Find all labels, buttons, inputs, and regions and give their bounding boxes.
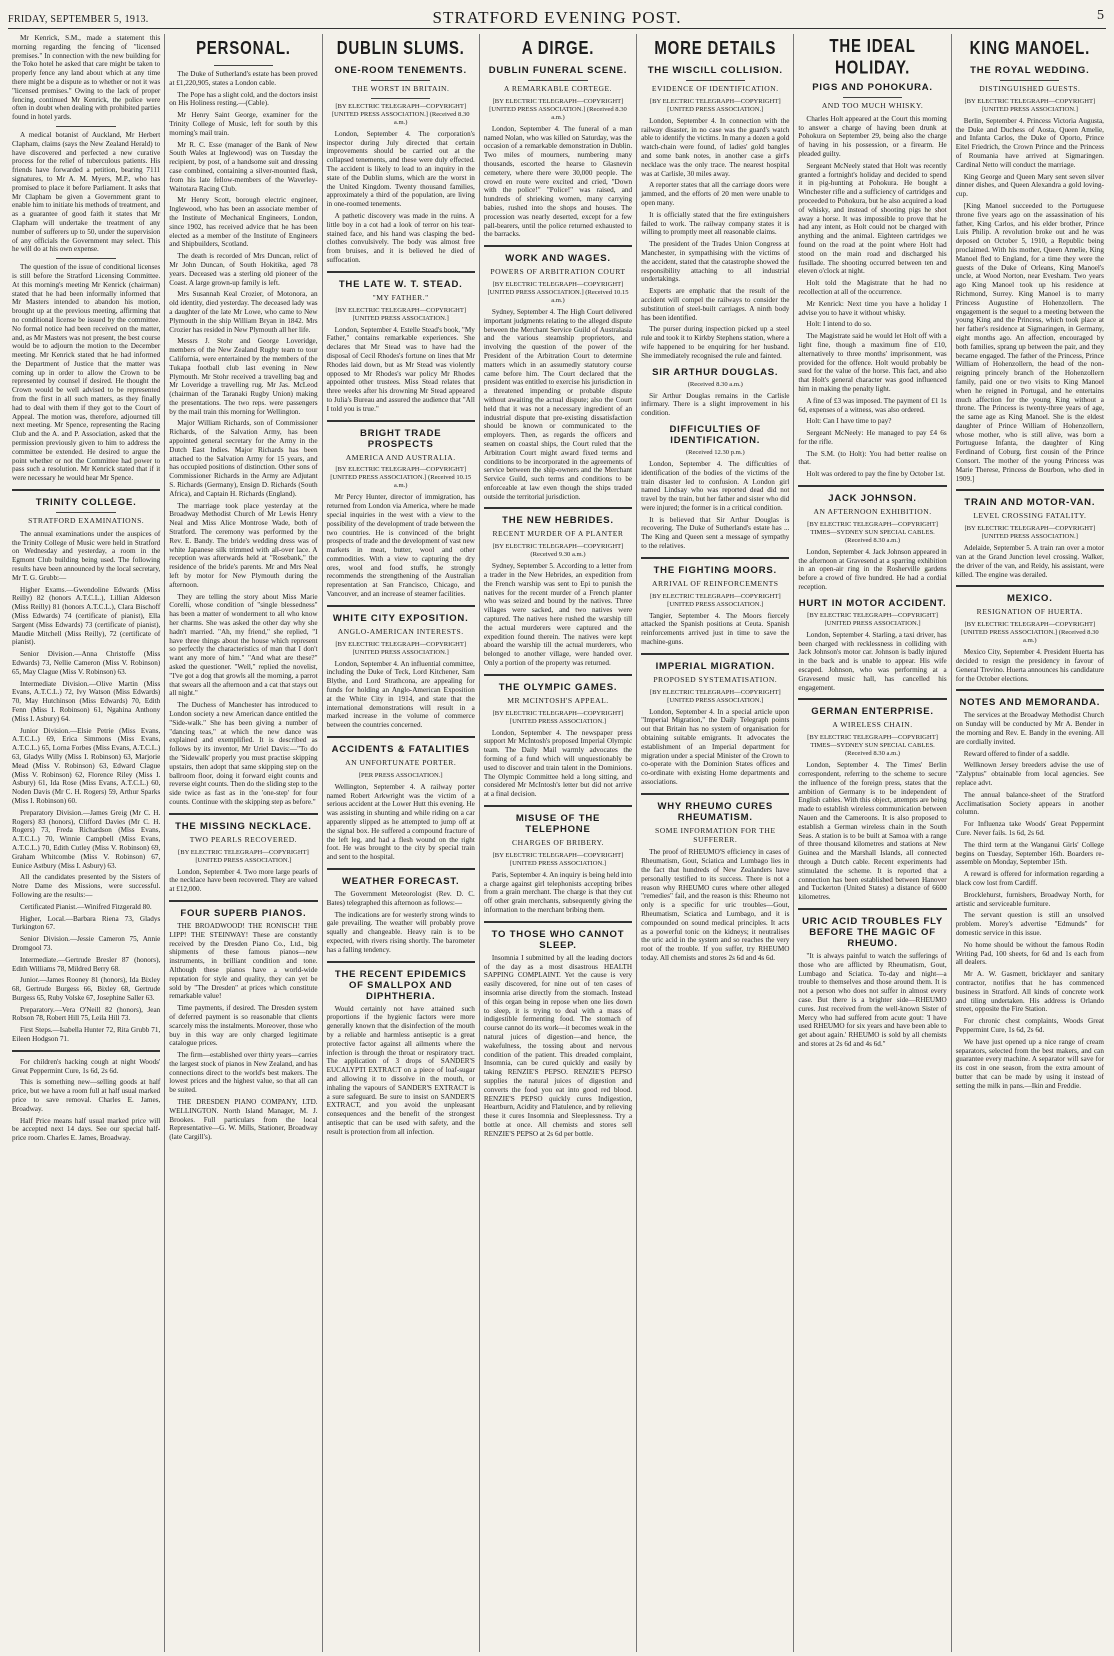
headline-work-and-wages: WORK AND WAGES.: [505, 253, 611, 265]
headline-uric-acid: URIC ACID TROUBLES FLY BEFORE THE MAGIC OF RHEUMO.: [802, 915, 944, 949]
headline-trade-prospects: BRIGHT TRADE PROSPECTS: [360, 427, 442, 450]
advertisement: This is something new—selling goods at half price, but we have a room full at half usual marked price to save removal. Charles E. James, Broadway.: [12, 1078, 161, 1113]
divider: [641, 653, 789, 655]
article-paragraph: Junior.—James Rooney 81 (honors), Ida Bixley 68, Gertrude Burgess 66, Bixley 68, Gertrude Burgess 65, Ruby Volske 67, Josephine Saller 63.: [12, 976, 161, 1002]
divider: [169, 900, 317, 902]
article-paragraph: Messrs J. Stohr and George Loveridge, members of the New Zealand Rugby team to tour California, were entertained by the members of the Tukapa football club last evening in New Plymouth. Mr Stohr received a travelling bag and Mr Loveridge a travelling rug. Mr Jas. McLeod (chairman of the Taranaki Rugby Union) making the presentations. The two reps. were passengers by the mail train this morning for Wellington.: [169, 337, 318, 416]
subhead: A REMARKABLE CORTEGE.: [503, 84, 613, 93]
article-paragraph: Tangier, September 4. The Moors fiercely attacked the Spanish positions at Ceuta. Spanish reinforcements arrived just in time to save the machine-guns.: [641, 611, 790, 647]
subheadline: THE ROYAL WEDDING.: [970, 65, 1090, 76]
advertisement: The proof of RHEUMO'S efficiency in cases of Rheumatism, Gout, Sciatica and Lumbago lies in the fact that hundreds of New Zealanders have personally testified to its success. There is not a reason why RHEUMO cures where other alleged "remedies" fail, and the reason is this: Rheumo not only is a specific for uric troubles—Gout, Rheumatism, Sciatica and Lumbago, and it is compounded on sound medical principles. It acts as a powerful tonic on the kidneys; it neutralises the uric acid in the system and so reaches the very root of the trouble. If you suffer, try RHEUMO today. All chemists and stores 2s 6d and 4s 6d.: [641, 848, 790, 962]
headline-train-motor-van: TRAIN AND MOTOR-VAN.: [964, 497, 1096, 509]
divider: [798, 485, 946, 487]
headline-mexico: MEXICO.: [1006, 593, 1053, 605]
article-paragraph: London, September 4. In connection with the railway disaster, in no case was the guard's watch able to identify the victims. In many a dozen a gold watch-chain were found, of ladies' gold bangles and some bank notes, in another case a girl's necklace was the only trace. The nearest hospital was at Carlisle, 30 miles away.: [641, 116, 790, 178]
divider: [169, 813, 317, 815]
wire-credit: [PER PRESS ASSOCIATION.]: [358, 771, 443, 779]
article-paragraph: A reward is offered for information regarding a black cow lost from Cardiff.: [955, 870, 1104, 887]
article-paragraph: Certificated Pianist.—Winifred Fitzgerald 80.: [20, 902, 152, 911]
wire-credit: [BY ELECTRIC TELEGRAPH—COPYRIGHT] [UNITED PRESS ASSOCIATION.] (Received 8.30 a.m.): [960, 621, 1099, 645]
article-paragraph: The Pope has a slight cold, and the doctors insist on His Holiness resting.—(Cable).: [169, 90, 318, 108]
divider: [327, 605, 475, 607]
divider: [56, 258, 115, 259]
headline-sir-arthur-douglas: SIR ARTHUR DOUGLAS.: [652, 366, 779, 378]
headline-misuse-of-telephone: MISUSE OF THE TELEPHONE: [515, 813, 601, 836]
article-paragraph: The Duke of Sutherland's estate has been proved at £1,220,905, states a London cable.: [169, 70, 318, 87]
article-paragraph: A reporter states that all the carriage doors were jammed, and the efforts of 20 men were unable to open many.: [641, 181, 790, 207]
columns: [8, 34, 1108, 1652]
wire-credit: [BY ELECTRIC TELEGRAPH—COPYRIGHT] TIMES—SYDNEY SUN SPECIAL CABLES. (Received 8.30 a.m.): [807, 520, 938, 544]
article-paragraph: Charles Holt appeared at the Court this morning to answer a charge of having been drunk at Pohokura on September 29, being also the charge of having in his possession, or a firearm. He pleaded guilty.: [798, 114, 947, 158]
article-paragraph: Junior Division.—Elsie Petrie (Miss Evans, A.T.C.L.) 69, Erica Simmons (Miss Evans, A.T.C.L.) 65, Lorna Forbes (Miss Evans, A.T.C.L.) 63, Gladys Willy (Miss I. Robinson) 63, Marjorie Mead (Miss V. Robinson) 63, Edward Clague (Miss V. Robinson) 62, Florence Riley (Miss I. Asbury) 61, Ida Rose (Miss Evans, A.T.C.L.) 60, Noden Davis (Mr C. H. Rogers) 59, Arthur Sparks (Miss I. Robinson) 60.: [12, 726, 161, 805]
divider: [327, 420, 475, 422]
subhead: STRATFORD EXAMINATIONS.: [28, 516, 145, 526]
issue-date: FRIDAY, SEPTEMBER 5, 1913.: [8, 14, 149, 25]
article-paragraph: A pathetic discovery was made in the ruins. A little boy in a cot had a look of terror on his tear-stained face, and his hand was clasping the bed-clothes convulsively. The body was almost free from bruises, and it is believed he died of suffocation.: [326, 211, 475, 264]
subhead: RECENT MURDER OF A PLANTER: [492, 529, 624, 539]
article-paragraph: London, September 4. The newspaper press support Mr McIntosh's proposed Imperial Olympic team. The Daily Mail warmly advocates the forming of a fund which will unquestionably be used to discover and train talent in the Dominions. The Olympic Committee held a long sitting, and considered Mr McIntosh's letter but did not arrive at a final decision.: [483, 728, 633, 799]
divider: [956, 689, 1104, 691]
article-paragraph: Preparatory Division.—James Greig (Mr C. H. Rogers) 83 (honors), Clifford Davies (Mr C. H. Rogers) 73, Freda Richardson (Miss Evans, A.T.C.L.) 70, Winnie Campbell (Miss Evans, A.T.C.L.) 70, Edith Cutley (Miss V. Robinson) 69, Graham Whitcombe (Miss V. Robinson) 67, Eunice Astbury (Miss I. Asbury) 63.: [12, 808, 161, 870]
headline-king-manoel: KING MANOEL.: [969, 37, 1091, 60]
subhead: AMERICA AND AUSTRALIA.: [345, 452, 456, 462]
headline-a-dirge: A DIRGE.: [521, 37, 595, 60]
article-paragraph: The Magistrate said he would let Holt off with a light fine, though a maximum fine of £10, alternatively to three months' imprisonment, was provided for the offence. Holt would probably be sued for the value of the horse. This fact, and also that Holt's general character was good influenced him in making the penalty light.: [798, 332, 947, 393]
article-paragraph: The president of the Trades Union Congress at Manchester, in sympathising with the victims of the accident, stated that the catastrophe showed the responsibility attaching to all industrial undertakings.: [641, 240, 790, 284]
divider: [484, 674, 632, 676]
article-paragraph: The servant question is still an unsolved problem. Morey's advertise "Edmunds" for domestic service in this issue.: [955, 911, 1104, 937]
headline-ideal-holiday: THE IDEAL HOLIDAY.: [829, 35, 916, 79]
article-paragraph: Major William Richards, son of Commissioner Richards, of the Salvation Army, has been appointed general secretary for the Army in the Dutch East Indies. Major Richards has been attached to the Salvation Army for 15 years, and has occupied positions of distinction. Other sons of Commissioner Richards in the Army are Adjutant S. Richards (Germany), Ensign D. Richards (South Africa), and Captain H. Richards (England).: [169, 419, 318, 498]
headline-weather-forecast: WEATHER FORECAST.: [342, 876, 460, 888]
advertisement: The firm—established over thirty years—carries the largest stock of pianos in New Zealand, and has connections direct to the world's best makers. The lowest prices and the highest value, so that all can be suited.: [169, 1051, 318, 1095]
article-paragraph: Wellington, September 4. A railway porter named Robert Arkwright was the victim of a serious accident at the Lower Hutt this evening. He was assisting in shunting and while riding on a car apparently slipped as he attempted to jump off at the signal box. He suffered a compound fracture of the left leg, and had a flesh wound on the right foot. He was brought to the city by special train and sent to the hospital.: [326, 782, 475, 862]
divider: [956, 585, 1104, 587]
advertisement: THE DRESDEN PIANO COMPANY, LTD. WELLINGTON. North Island Manager, M. J. Brookes. Full particulars from the local Representative—G. W. Mills, Stationer, Broadway (late Cargill's).: [169, 1098, 318, 1142]
article-paragraph: London, September 4. The difficulties of identification of the bodies of the victims of the train disaster led to confusion. A London girl named Lindsay who was reported dead did not travel by the train, but her father and sister who did were injured; the former is in a critical condition.: [641, 459, 790, 512]
divider: [528, 80, 587, 81]
divider: [327, 271, 475, 273]
article-paragraph: Mr Henry Scott, borough electric engineer, Inglewood, who has been an associate member of the Institute of Mechanical Engineers, London, since 1902, has received advice that he has been elected as a member of the Institute of Engineers and Shipbuilders, Scotland.: [169, 196, 318, 249]
headline-more-details: MORE DETAILS: [654, 37, 777, 60]
headline-new-hebrides: THE NEW HEBRIDES.: [502, 515, 614, 527]
advertisement: We have just opened up a nice range of cream separators, selected from the best makers, and can guarantee every machine. A separator will save for its cost in one season, from the extra amount of butter that can be made by using it instead of setting the milk in pans.—Ikin and Freddie.: [955, 1037, 1104, 1090]
article-paragraph: Higher Exams.—Gwendoline Edwards (Miss Reilly) 82 (honors A.T.C.L.), Lillian Alderson (Miss Reilly) 81 (honors A.T.C.L.), Clara Bischoff (Miss Edwards) 74 (certificate of pianist), Ella Sargent (Miss Edwards) 73 (certificate of pianist), Maudie Mitchell (Miss Reilly), 72 (certificate of pianist).: [12, 585, 161, 647]
headline-white-city: WHITE CITY EXPOSITION.: [332, 612, 469, 624]
article-paragraph: No home should be without the famous Rodin Writing Pad, 100 sheets, for 6d and 1s each from all dealers.: [955, 940, 1104, 967]
wire-credit: [BY ELECTRIC TELEGRAPH—COPYRIGHT] [UNITED PRESS ASSOCIATION.] (Received 8.30 a.m.): [331, 102, 470, 126]
headline-personal: PERSONAL.: [196, 37, 291, 60]
article-paragraph: London, September 4. The funeral of a man named Nolan, who was killed on Saturday, was the occasion of a remarkable demonstration in Dublin. Two miles of mourners, numbering many thousands, escorted the hearse to Glasnevin cemetery, where there were 30,000 people. The crowd en route were excited and cried, "Down with the police!" "Police!" was raised, and hundreds of shrieking women, many carrying babies, rushed into the shops and houses. The procession was nearly deserted, except for a few pall-bearers, until the police returned exhausted to the barracks.: [483, 124, 633, 239]
column-6: [793, 34, 950, 1652]
article-paragraph: Holt: I intend to do so.: [806, 320, 872, 329]
column-7: [951, 34, 1108, 1652]
headline-trinity-college: TRINITY COLLEGE.: [35, 497, 137, 509]
headline-four-superb-pianos: FOUR SUPERB PIANOS.: [180, 907, 307, 919]
article-paragraph: Reward offered to finder of a saddle.: [963, 749, 1070, 758]
newspaper-title: STRATFORD EVENING POST.: [432, 8, 682, 27]
article-paragraph: The question of the issue of conditional licenses is still before the Stratford Licensing Committee. At this morning's meeting Mr Kenrick (chairman) stated that he had been informally informed that Mr Masters intended to abandon his motion, brought up at the previous meeting, affirming that no conditional license be issued by the committee. No formal notice had been received on the matter, and, as Mr Masters was not present, the best course would be to adjourn the motion to the December meeting. Mr Kenrick stated that he had informed the Department of Justice that the matter was coming up in order to allow the Crown to be represented by counsel if desired. He thought the Crown would be well advised to be represented from the first in all such matters, as they finally had to deal with them if they got to the Court of Appeal. The motion was, therefore, adjourned till next meeting. Mr Spence, representing the Racing Club and the A. and P. Association, asked that the permission previously given to him to address the committee be extended. He desired to argue the point whether or not the Committee had power to pass such a resolution. Mr Kenrick stated that if it were necessary he would hear Mr Spence.: [12, 263, 161, 483]
article-paragraph: Mr Henry Saint George, examiner for the Trinity College of Music, left for south by this morning's mail train.: [169, 111, 318, 137]
article-paragraph: Paris, September 4. An inquiry is being held into a charge against girl telephonists accepting bribes from a grain merchant. The charge is that they cut off other grain merchants, subsequently giving the information to the merchant bribing them.: [483, 870, 633, 914]
divider: [843, 97, 902, 98]
article-paragraph: London, September 4. In a special article upon "Imperial Migration," the Daily Telegraph points out that Britain has no system of organisation for obtaining suitable emigrants. It advocates the establishment of an Imperial department for migration under a special Minister of the Crown to co-operate with the Dominion States offices and co-ordinate with existing Home departments and associations.: [641, 707, 790, 787]
article-paragraph: Experts are emphatic that the result of the accident will compel the railways to consider the substitution of steel-built carriages. A ninth body has been identified.: [641, 287, 790, 322]
wire-credit: [BY ELECTRIC TELEGRAPH—COPYRIGHT] [UNITED PRESS ASSOCIATION.] (Received 10.15 a.m.): [487, 280, 629, 304]
column-5: [636, 34, 793, 1652]
article-paragraph: Intermediate.—Gertrude Bresler 87 (honors), Edith Williams 78, Mildred Berry 68.: [12, 955, 161, 973]
article-paragraph: Berlin, September 4. Princess Victoria Augusta, the Duke and Duchess of Aosta, Queen Amelie, and Infanta Carlos, the Duke of Oporto, Prince Eitel Friedrich, the Crown Prince and the Princess of Roumania have arrived at Sigmaringen. Cardinal Netto will conduct the marriage.: [955, 116, 1104, 169]
divider: [686, 80, 745, 81]
article-paragraph: Holt told the Magistrate that he had no recollection at all of the occurrence.: [798, 279, 947, 296]
wire-credit: [BY ELECTRIC TELEGRAPH—COPYRIGHT] [UNITED PRESS ASSOCIATION.] (Received 10.15 a.m.): [330, 466, 472, 490]
subhead: EVIDENCE OF IDENTIFICATION.: [651, 84, 779, 93]
wire-credit: [BY ELECTRIC TELEGRAPH—COPYRIGHT] [UNITED PRESS ASSOCIATION.]: [807, 611, 938, 627]
subhead: TWO PEARLS RECOVERED.: [189, 834, 298, 844]
article-paragraph: All the candidates presented by the Sisters of Notre Dame des Missions, were successful. Following are the results:—: [12, 873, 161, 899]
divider: [371, 98, 430, 99]
advertisement: Half Price means half usual marked price will be accepted next 14 days. See our special half-price room. Charles E. James, Broadway.: [12, 1116, 161, 1143]
headline-missing-necklace: THE MISSING NECKLACE.: [175, 820, 312, 832]
article-paragraph: Mexico City, September 4. President Huerta has decided to resign the presidency in favour of General Trevino. Huerta announces his candidature for the October elections.: [955, 648, 1104, 683]
wire-credit: [BY ELECTRIC TELEGRAPH—COPYRIGHT] [UNITED PRESS ASSOCIATION.]: [492, 709, 624, 725]
subhead: MR MCINTOSH'S APPEAL.: [507, 695, 609, 705]
subhead: PROPOSED SYSTEMATISATION.: [653, 674, 778, 684]
subhead: THE WORST IN BRITAIN.: [352, 84, 450, 93]
divider: [956, 489, 1104, 491]
article-paragraph: London, September 4. An influential committee, including the Duke of Teck, Lord Kitchener, Sam Blythe, and Lord Strathcona, are appealing for funds for holding an Anglo-American Exposition at the White City in 1914, and state that the international demonstrations will result in a marked increase in the volume of commerce between the countries concerned.: [326, 659, 475, 730]
article-paragraph: Wellknown Jersey breeders advise the use of "Zalyptus" obtainable from local agencies. See replace advt.: [955, 761, 1104, 788]
wire-credit: [BY ELECTRIC TELEGRAPH—COPYRIGHT] [UNITED PRESS ASSOCIATION.]: [649, 688, 781, 704]
divider: [484, 805, 632, 807]
wire-credit: [BY ELECTRIC TELEGRAPH—COPYRIGHT] [UNITED PRESS ASSOCIATION.]: [649, 97, 781, 113]
divider: [1000, 80, 1059, 81]
subheadline: ONE-ROOM TENEMENTS.: [334, 65, 467, 76]
divider: [641, 557, 789, 559]
wire-credit: (Received 12.30 p.m.): [685, 448, 745, 456]
divider: [12, 489, 160, 491]
divider: [484, 507, 632, 509]
advertisement: Time payments, if desired. The Dresden system of deferred payment is so reasonable that clients scarcely miss the instalments. Moreover, those who buy in this way are only charged legitimate catalogue prices.: [169, 1004, 318, 1048]
article-paragraph: Senior Division.—Anna Christoffe (Miss Edwards) 73, Nellie Cameron (Miss V. Robinson) 65, May Clague (Miss V. Robinson) 63.: [12, 650, 161, 676]
article-paragraph: Higher, Local.—Barbara Riena 73, Gladys Turkington 67.: [12, 914, 161, 932]
article-paragraph: It is believed that Sir Arthur Douglas is recovering. The Duke of Sutherland's estate has ... The King and Queen sent a message of sympathy to the relatives.: [641, 515, 790, 551]
article-paragraph: London, September 4. Starling, a taxi driver, has been charged with recklessness in colliding with Jack Johnson's motor car. Johnson is badly injured in the back and is unable to appear. His wife escaped. Johnson, who was performing at a Gravesend music hall, has cancelled his engagement.: [798, 630, 947, 692]
column-1: [8, 34, 164, 1652]
subhead: LEVEL CROSSING FATALITY.: [973, 511, 1087, 521]
article-paragraph: The marriage took place yesterday at the Broadway Methodist Church of Mr Lewis Henry Neal and Miss Alice Montrose Wade, both of Stratford. The ceremony was performed by the Rev. E. Bandy. The bride's wedding dress was of white Japanese silk trimmed with all-over lace. A reception was afterwards held at "Rosebank," the residence of the bride's parents. Mr and Mrs Neal left by motor for New Plymouth during the afternoon.: [169, 501, 318, 589]
divider: [641, 793, 789, 795]
headline-jack-johnson: JACK JOHNSON.: [828, 493, 917, 505]
article-paragraph: The Duchess of Manchester has introduced to London society a new American dance entitled the "Side-walk." She has been giving a number of "dancing teas," at which the new dance was explained and exemplified. It is described as follows by its inventor, Mr Uriel Davis:—"To do the 'Sidewalk' properly you must practise skipping upstairs, then adopt that same skipping step on the ballroom floor, doing it forward eight counts and reverse eight counts. Then do the sliding step to the side twice as fast as in the 'one-step' for four counts. Continue with the skipping step as before.": [169, 701, 318, 806]
article-paragraph: For Influenza take Woods' Great Peppermint Cure. Never fails. 1s 6d, 2s 6d.: [955, 820, 1104, 837]
wire-credit: [BY ELECTRIC TELEGRAPH—COPYRIGHT] [UNITED PRESS ASSOCIATION.]: [335, 306, 467, 322]
wire-credit: [BY ELECTRIC TELEGRAPH—COPYRIGHT] TIMES—SYDNEY SUN SPECIAL CABLES. (Received 8.30 a.m.): [807, 734, 938, 758]
article-paragraph: The indications are for westerly strong winds to gale prevailing. The weather will probably prove squally and changeable. Heavy rain is to be expected, with rivers rising shortly. The barometer has a falling tendency.: [326, 910, 475, 954]
article-paragraph: Mr Kenrick: Next time you have a holiday I advise you to have it without whisky.: [798, 299, 947, 317]
subhead: ARRIVAL OF REINFORCEMENTS: [652, 578, 779, 588]
article-paragraph: London, September 4. Jack Johnson appeared in the afternoon at Gravesend at a sparring exhibition in an open-air ring in the Rosherville gardens before a crowd of five hundred. He had a cordial reception.: [798, 547, 947, 592]
article-paragraph: The purser during inspection picked up a steel rule and took it to Kirkby Stephens station, where a wife happened to be enquiring for her husband. She immediately recognised the rule and fainted.: [641, 325, 790, 360]
advertisement: Insomnia I submitted by all the leading doctors of the day as a most disastrous HEALTH SAPPING COMPLAINT. Yet the cause is very easily discovered, for nine out of ten cases of insomnia arise directly from the stomach. Instead of this organ being in repose when one lies down to sleep, it is trying to deal with a mass of indigestible fermenting food. The stomach of course cannot do its work—it becomes weak in the natural juices of digestion—and hence, the wakefulness, the tossing about and nervous condition of the patient. This dreaded complaint, Insomnia, can be cured quickly and easily by taking RENZIE'S PEPSO. RENZIE'S PEPSO supplies the natural juices of digestion and converts the food you eat into good red blood. RENZIE'S PEPSO quickly cures Indigestion, Heartburn, Acidity and Flatulence, and by relieving these it cures Insomnia and Sleeplessness. Try a bottle at once. All chemists and stores sell RENZIE'S PEPSO at 2s 6d per bottle.: [483, 953, 633, 1138]
article-paragraph: Preparatory.—Vera O'Neill 82 (honors), Jean Robson 78, Robert Hill 75, Leila Hill 73.: [12, 1005, 161, 1023]
subhead: "MY FATHER.": [372, 292, 429, 302]
divider: [56, 512, 115, 513]
wire-credit: [BY ELECTRIC TELEGRAPH—COPYRIGHT] (Received 9.30 a.m.): [492, 543, 624, 559]
article-paragraph: Sydney, September 4. The High Court delivered important judgments relating to the alleged dispute between the Merchant Service Guild of Australasia and the various steamship proprietors, and involving the question of the power of the President of the Arbitration Court to determine matters which in an assumedly statutory course came before him. The Court declared that the president was entitled to exercise his jurisdiction in a threatened impending or probable dispute without awaiting the actual dispute; also the Court held that it was not a necessary ingredient of an industrial dispute that pre-existing dissatisfaction should be known or communicated to the employers. Then, as regards the officers and seamen on coastal ships, the Court ruled that the Arbitration Court might award fixed terms and conditions to be incorporated in the agreements of service between the ship-owners and the Merchant Service Guild, such terms and conditions to be enforceable at law even though the ships traded outside the territorial jurisdiction.: [483, 307, 633, 501]
headline-notes-memoranda: NOTES AND MEMORANDA.: [959, 697, 1101, 709]
article-paragraph: The annual balance-sheet of the Stratford Acclimatisation Society appears in another column.: [955, 790, 1104, 817]
article-paragraph: The third term at the Wanganui Girls' College begins on Tuesday, September 16th. Boarders re-assemble on Monday, September 15th.: [955, 840, 1104, 867]
article-paragraph: [King Manoel succeeded to the Portuguese throne five years ago on the assassination of his father, King Carlos, and his elder brother, Prince Luis Philip. A revolution broke out and he was deposed on October 5, 1910, a Republic being proclaimed. With his mother, Queen Amelie, King Manoel fled to England, for a time they were the guests of the Duke of Orleans, King Manoel's uncle, at Wood Norton, near Evesham. Two years ago King Manoel took up his residence at Richmond, Surrey. King Manoel is to marry Princess Augustine of Hohenzollern. The engagement is the sequel to a meeting between the young King and the Princess, which took place at her father's residence at Sigmaringen, in Germany, eight months ago. An affection, encouraged by both families, sprang up between the pair, and they became engaged. The father of the Princess, Prince William of Hohenzollern, the head of the non-reigning princely branch of the Hohenzollern family, paid one or two visits to King Manoel when he reigned in Portugal, and he entertains much affection for the young King without a throne. The Princess is twenty-three years of age, the same age as King Manoel. She is the eldest daughter of Prince William of Hohenzollern, whose mother, who is still alive, was born a Portuguese Infanta, the daughter of King Ferdinand of Coburg, first cousin of the Prince Consort. The mother of the young Princess was Marie Therese, Princess de Bourbon, who died in 1909.]: [955, 201, 1104, 483]
headline-german-enterprise: GERMAN ENTERPRISE.: [811, 706, 934, 718]
article-paragraph: Mr Kenrick, S.M., made a statement this morning regarding the fencing of "licensed premises." In connection with the new building for the Toko hotel he asked that care might be taken to properly fence any land about which at any time there might be a dispute as to whether or not it was "licensed premises." Owing to the lack of proper fencing, continued Mr Kenrick, the police were often in doubt when dealing with prohibited parties found in hotel yards.: [12, 34, 161, 122]
advertisement: "It is always painful to watch the sufferings of those who are afflicted by Rheumatism, Gout, Lumbago and Sciatica. To-day and night—a trouble to themselves and those around them. It is not a person who does not suffer in almost every case. But there is a brighter side—RHEUMO cures. Just received from the well-known Sister of Mercy who had suffered from acute gout: 'I have used RHEUMO for six years and have been able to get about again.' RHEUMO is sold by all chemists and stores at 2s 6d and 4s 6d.": [798, 951, 947, 1048]
article-paragraph: Sydney, September 5. According to a letter from a trader in the New Hebrides, an expedition from the French warship was sent to Epi to punish the natives for the recent murder of a French planter who was seized and bound by the natives. Three villages were sacked, and two natives were captured. The natives here rushed the warship till the actual murderers were captured and the expedition found therein. The natives were kept aboard the warship till the actual murderers, who belonged to another village, were handed over. Only a portion of the property was returned.: [483, 562, 633, 668]
divider: [214, 65, 273, 66]
subhead: RESIGNATION OF HUERTA.: [976, 607, 1083, 617]
wire-credit: [BY ELECTRIC TELEGRAPH—COPYRIGHT] [UNITED PRESS ASSOCIATION.]: [178, 848, 309, 864]
article-paragraph: Mr Percy Hunter, director of immigration, has returned from London via America, where he made special inquiries in the west with a view to the possibility of the development of trade between the two countries. He is convinced of the bright prospects of trade and the development of vast new markets in meat, butter, wool and other commodities. With a view to capturing the dry ores, wool and food stuffs, he strongly recommends the strengthening of the Australian representation at San Francisco, Chicago, and Vancouver, and an increase of steamer facilities.: [326, 493, 475, 599]
subhead: POWERS OF ARBITRATION COURT: [490, 267, 626, 277]
headline-accidents: ACCIDENTS & FATALITIES: [331, 744, 470, 756]
article-paragraph: Sir Arthur Douglas remains in the Carlisle infirmary. There is a slight improvement in his condition.: [641, 391, 790, 418]
divider: [327, 961, 475, 963]
article-paragraph: The death is recorded of Mrs Duncan, relict of Mr John Duncan, of South Hokitika, aged 78 years. Deceased was a sterling old pioneer of the Coast. A large grown-up family is left.: [169, 252, 318, 287]
subhead: CHARGES OF BRIBERY.: [512, 838, 604, 848]
article-paragraph: London, September 4. The corporation's inspector during July directed that certain improvements should be carried out at the collapsed tenements, and these were duly effected. The accident is likely to lead to an inquiry in the state of the Dublin slums, which are the worst in the United Kingdom. Twenty thousand families, approximately a third of the population, are living in one-roomed tenements.: [326, 129, 475, 209]
subheadline: PIGS AND POHOKURA.: [812, 82, 933, 93]
subheadline: DUBLIN FUNERAL SCENE.: [488, 65, 628, 76]
headline-imperial-migration: IMPERIAL MIGRATION.: [655, 660, 775, 672]
article-paragraph: Holt: Can I have time to pay?: [806, 417, 892, 426]
headline-rheumo: WHY RHEUMO CURES RHEUMATISM.: [657, 800, 774, 823]
headline-fighting-moors: THE FIGHTING MOORS.: [653, 564, 777, 576]
article-paragraph: London, September 4. Two more large pearls of the necklace have been recovered. They are valued at £12,000.: [169, 867, 318, 894]
article-paragraph: A medical botanist of Auckland, Mr Herbert Clapham, claims (says the New Zealand Herald) to have discovered and perfected a new curative process for the relief of tuberculous patients. His friends have forwarded a petition, bearing 7111 signatures, to Mr A. M. Myers, M.P., who has promised to place it before Parliament. It asks that Mr Clapham be given a Government grant to enable him to initiate his methods of treatment, and as a guarantee of good faith it states that Mr Clapham will undertake the treatment of any number of sufferers up to 50, under the supervision of any officials the Government may select. This he will do at his own expense.: [12, 130, 161, 254]
wire-credit: (Received 8.30 a.m.): [687, 380, 743, 388]
article-paragraph: London, September 4. Estelle Stead's book, "My Father," contains remarkable experiences. She declares that Mr Stead was to have had the disposal of Cecil Rhodes's fortune on lines that Mr Rhodes laid down, but as Mr Stead was violently opposed to Mr Rhodes's war policy Mr Rhodes appointed other trustees. Miss Stead relates that three weeks after his drowning Mr Stead appeared to Julia's Bureau and assured the audience that "All I told you is true.": [326, 325, 475, 413]
article-paragraph: Mr R. C. Esse (manager of the Bank of New South Wales at Inglewood) was on Tuesday the recipient, by post, of a handsome suit and dressing case combined, containing a silver-mounted flask, from his late fellow-members of the Waverley-Waitotara Racing Club.: [169, 140, 318, 193]
page-number: 5: [1097, 8, 1104, 23]
subhead: AN UNFORTUNATE PORTER.: [345, 758, 457, 768]
advertisement: For children's hacking cough at night Woods' Great Peppermint Cure, 1s 6d, 2s 6d.: [12, 1057, 161, 1075]
divider: [798, 698, 946, 700]
article-paragraph: The S.M. (to Holt): You had better realise on that.: [798, 449, 947, 467]
article-paragraph: The Government Meteorologist (Rev. D. C. Bates) telegraphed this afternoon as follows:—: [326, 890, 475, 907]
divider: [12, 1050, 160, 1052]
subhead: AN AFTERNOON EXHIBITION.: [813, 507, 932, 517]
subhead: A WIRELESS CHAIN.: [832, 720, 913, 730]
divider: [56, 126, 115, 127]
divider: [798, 908, 946, 910]
advertisement: THE BROADWOOD! THE RONISCH! THE LIPP! THE STEINWAY! These are constantly received by the Dresden Piano Co., Ltd., big shipments of these famous pianos—new instruments, in brilliant condition and tone. Although these pianos have a world-wide reputation for style and quality, they can yet be sold by "The Dresden" at prices which constitute remarkable value!: [169, 921, 318, 1001]
column-2: [164, 34, 321, 1652]
divider: [484, 921, 632, 923]
headline-cannot-sleep: TO THOSE WHO CANNOT SLEEP.: [491, 928, 625, 951]
article-paragraph: Holt was ordered to pay the fine by October 1st.: [806, 470, 945, 479]
article-paragraph: The services at the Broadway Methodist Church on Sunday will be conducted by Mr A. Bender in the morning and Rev. E. Bandy in the evening. All are cordially invited.: [955, 711, 1104, 746]
divider: [327, 736, 475, 738]
headline-epidemics: THE RECENT EPIDEMICS OF SMALLPOX AND DIPHTHERIA.: [334, 968, 467, 1002]
article-paragraph: They are telling the story about Miss Marie Corelli, whose condition of "single blessedness" has been a matter of wonderment to all who know her charms. She was asked the other day why she hadn't married. "Ah, my friend," she replied, "I have three things about the house which represent so perfectly the characteristics of man that I don't want any more of him." "And what are these?" asked the questioner. "Well," replied the novelist, "I've got a dog that growls all the morning, a parrot that swears all the afternoon and a cat that stays out all night.": [169, 592, 318, 698]
headline-identification: DIFFICULTIES OF IDENTIFICATION.: [669, 423, 762, 446]
article-paragraph: Sergeant McNeely: He managed to pay £4 6s for the rifle.: [798, 429, 947, 446]
wire-credit: [BY ELECTRIC TELEGRAPH—COPYRIGHT] [UNITED PRESS ASSOCIATION.]: [335, 640, 467, 656]
article-paragraph: A fine of £3 was imposed. The payment of £1 1s 6d, expenses of a witness, was also ordered.: [798, 396, 947, 414]
column-4: [479, 34, 636, 1652]
article-paragraph: First Steps.—Isabella Hunter 72, Rita Grubb 71, Eileen Hodgson 71.: [12, 1026, 161, 1044]
wire-credit: [BY ELECTRIC TELEGRAPH—COPYRIGHT] [UNITED PRESS ASSOCIATION.]: [964, 525, 1096, 541]
article-paragraph: Sergeant McNeely stated that Holt was recently granted a fortnight's holiday and decided to spend it in pig-hunting at Pohokura. He bought a Winchester rifle and a sufficiency of cartridges and proceeded to Pohokura, but he also acquired a load of whisky, and instead of shooting pigs he shot away a horse. It was impossible to prove that he had any intent, as Holt could not be charged with anything and the animal. Eighteen cartridges we found on the road at the point where Holt had stood on the main road and discharged his fusillade. The shooting occurred between ten and eleven o'clock at night.: [798, 161, 947, 276]
column-3: [322, 34, 479, 1652]
article-paragraph: King George and Queen Mary sent seven silver dinner dishes, and Queen Alexandra a gold loving-cup.: [955, 172, 1104, 199]
article-paragraph: London, September 4. The Times' Berlin correspondent, referring to the scheme to secure the influence of the foreign press, states that the ambition of Germany is to be independent of English cables. With this object, attempts are being made to establish wireless communication between Nauen and the Cameroons. It is also proposed to establish a German wireless chain in the South Seas. A station is to be built at Samoa with a range of three thousand kilometres and stations at New Guinea and the Marshall Islands, all connected through a Dutch cable. Recent experiments had stimulated the scheme. It is reported that a connection has been established between Hanover and Tuckerton (United States) a distance of 6600 kilometres.: [798, 761, 947, 902]
subhead: ANGLO-AMERICAN INTERESTS.: [337, 626, 464, 636]
headline-motor-accident: HURT IN MOTOR ACCIDENT.: [798, 597, 947, 609]
article-paragraph: It is officially stated that the fire extinguishers failed to work. The railway company states it is willing to promptly meet all reasonable claims.: [641, 210, 790, 237]
article-paragraph: The annual examinations under the auspices of the Trinity College of Music were held in Stratford on Wednesday and yesterday, a room in the Egmont Club building being used. The following results have been announced by the local secretary, Mr T. G. Grubb:—: [12, 529, 161, 582]
article-paragraph: Senior Division.—Jessie Cameron 75, Annie Dromgool 73.: [12, 935, 161, 952]
wire-credit: [BY ELECTRIC TELEGRAPH—COPYRIGHT] [UNITED PRESS ASSOCIATION.]: [492, 851, 624, 867]
subhead: DISTINGUISHED GUESTS.: [979, 84, 1081, 93]
article-paragraph: Brocklehurst, furnishers, Broadway North, for artistic and serviceable furniture.: [955, 890, 1104, 908]
divider: [327, 868, 475, 870]
subhead: AND TOO MUCH WHISKY.: [821, 101, 924, 110]
article-paragraph: Intermediate Division.—Olive Martin (Miss Evans, A.T.C.L.) 72, Ivy Watson (Miss Edwards) 70, May Hutchinson (Miss Edwards) 70, Edith Fenn (Miss I. Robinson) 61, Ngahina Anthony (Miss I. Asbury) 64.: [12, 679, 161, 723]
article-paragraph: For chronic chest complaints, Woods Great Peppermint Cure, 1s 6d, 2s 6d.: [955, 1017, 1104, 1034]
subheadline: THE WISCILL COLLISION.: [647, 65, 783, 76]
headline-dublin-slums: DUBLIN SLUMS.: [336, 37, 465, 60]
wire-credit: [BY ELECTRIC TELEGRAPH—COPYRIGHT] [UNITED PRESS ASSOCIATION.]: [649, 592, 781, 608]
subhead: SOME INFORMATION FOR THE SUFFERER.: [655, 825, 776, 844]
divider: [484, 245, 632, 247]
advertisement: Would certainly not have attained such proportions if the hygienic factors were more generally known that the disinfection of the mouth by a reliable and harmless antiseptic is a great protective factor against all ailments where the infection is through the throat or respiratory tract. The application of 3 drops of SANDER'S EUCALYPTI EXTRACT on a piece of loaf-sugar and allowing it to dissolve in the mouth, or inhaling the vapours of SANDER'S EXTRACT is a sure safeguard. Be sure to insist on SANDER'S EXTRACT, and you avoid the unpleasant consequences and the benefit of the strongest antiseptic that can be used with safety, and the result is protection from all infection.: [326, 1004, 475, 1136]
headline-late-wt-stead: THE LATE W. T. STEAD.: [338, 278, 463, 290]
masthead: [8, 6, 1106, 29]
article-paragraph: Mrs Susannah Keal Crozier, of Motonora, an old identity, died yesterday. The deceased lady was a daughter of the late Mr Lowe, who came to New Plymouth in the ship William Bryan in 1842. Mrs Crozier has resided in New Plymouth all her life.: [169, 290, 318, 334]
divider: [371, 80, 430, 81]
headline-olympic-games: THE OLYMPIC GAMES.: [498, 681, 618, 693]
article-paragraph: Adelaide, September 5. A train ran over a motor van at the Grand Junction level crossing. Walker, the driver of the van, and Reidy, his assistant, were killed. The engine was derailed.: [955, 544, 1104, 579]
article-paragraph: Mr A. W. Gasmett, bricklayer and sanitary contractor, notifies that he has commenced business in Stratford. All kinds of concrete work and tiling undertaken. His address is Orlando street, opposite the Fire Station.: [955, 970, 1104, 1014]
wire-credit: [BY ELECTRIC TELEGRAPH—COPYRIGHT] [UNITED PRESS ASSOCIATION.] (Received 8.30 a.m.): [489, 97, 627, 121]
wire-credit: [BY ELECTRIC TELEGRAPH—COPYRIGHT] [UNITED PRESS ASSOCIATION.]: [964, 97, 1096, 113]
